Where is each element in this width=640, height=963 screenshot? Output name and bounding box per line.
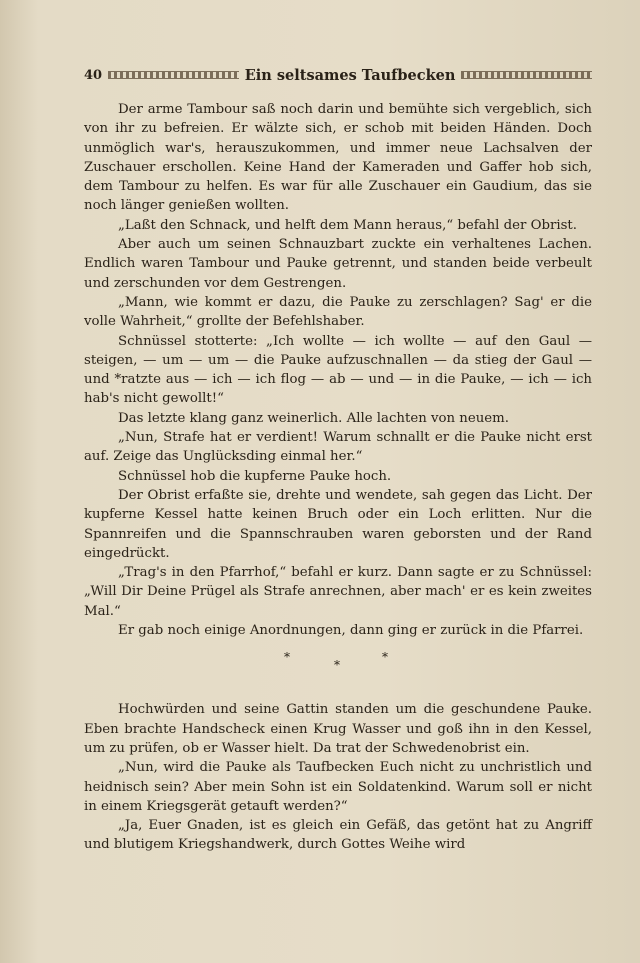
separator-star-left: * [284, 650, 290, 665]
paragraph: Hochwürden und seine Gattin standen um die geschundene Pauke. Eben brachte Handscheck einen Krug Wasser und goß ihn in den Kessel, um zu prüfen, ob er Wasser hielt. Da trat der Schwedenobrist ein. [84, 702, 592, 756]
separator-star-middle: * [334, 658, 340, 673]
page-header [84, 64, 592, 86]
paragraph: „Mann, wie kommt er dazu, die Pauke zu zerschlagen? Sag' er die volle Wahrheit,“ grollte der Befehlshaber. [84, 294, 592, 330]
paragraph: Der arme Tambour saß noch darin und bemühte sich vergeblich, sich von ihr zu befreien. Er wälzte sich, er schob mit beiden Händen. Doch unmöglich war's, herauszukommen, und immer neue Lachsalven der Zuschauer erschollen. Keine Hand der Kameraden und Gaffer hob sich, dem Tambour zu helfen. Es war für alle Zuschauer ein Gaudium, das sie noch länger genießen wollten. [84, 102, 592, 214]
paragraph: „Ja, Euer Gnaden, ist es gleich ein Gefäß, das getönt hat zu Angriff und blutigem Kriegshandwerk, durch Gottes Weihe wird [84, 818, 592, 853]
separator-star-right: * [382, 650, 388, 665]
paragraph: Schnüssel hob die kupferne Pauke hoch. [118, 468, 392, 484]
paragraph: Der Obrist erfaßte sie, drehte und wendete, sah gegen das Licht. Der kupferne Kessel hatte keinen Bruch oder ein Loch erlitten. Nur die Spannreifen und die Spannschrauben waren geborsten und der Rand eingedrückt. [84, 487, 592, 561]
paragraph: Er gab noch einige Anordnungen, dann ging er zurück in die Pfarrei. [118, 623, 584, 639]
paragraph: „Nun, Strafe hat er verdient! Warum schnallt er die Pauke nicht erst auf. Zeige das Unglücksding einmal her.“ [84, 430, 592, 465]
right-ornament [461, 71, 592, 79]
body-text [84, 100, 592, 855]
running-title: Ein seltsames Taufbecken [244, 66, 456, 84]
paragraph: „Nun, wird die Pauke als Taufbecken Euch nicht zu unchristlich und heidnisch sein? Aber mein Sohn ist ein Soldatenkind. Warum soll er nicht in einem Kriegsgerät getauft werden?“ [84, 760, 592, 814]
paragraph: Aber auch um seinen Schnauzbart zuckte ein verhaltenes Lachen. Endlich waren Tambour und Pauke getrennt, und standen beide verbeult und zerschunden vor dem Gestrengen. [84, 237, 592, 291]
paragraph: Das letzte klang ganz weinerlich. Alle lachten von neuem. [118, 410, 509, 426]
left-ornament [108, 71, 239, 79]
paragraph: „Laßt den Schnack, und helft dem Mann heraus,“ befahl der Obrist. [118, 217, 578, 233]
page-number: 40 [84, 67, 103, 83]
section-separator [84, 640, 592, 700]
paragraph: „Trag's in den Pfarrhof,“ befahl er kurz. Dann sagte er zu Schnüssel: „Will Dir Deine Prügel als Strafe anrechnen, aber mach' er es kein zweites Mal.“ [84, 565, 592, 619]
paragraph: Schnüssel stotterte: „Ich wollte — ich wollte — auf den Gaul — steigen, — um — um — die Pauke aufzuschnallen — da stieg der Gaul — und *ratzte aus — ich — ich flog — ab — und — in die Pauke, — ich — ich hab's nicht gewollt!“ [84, 333, 592, 407]
